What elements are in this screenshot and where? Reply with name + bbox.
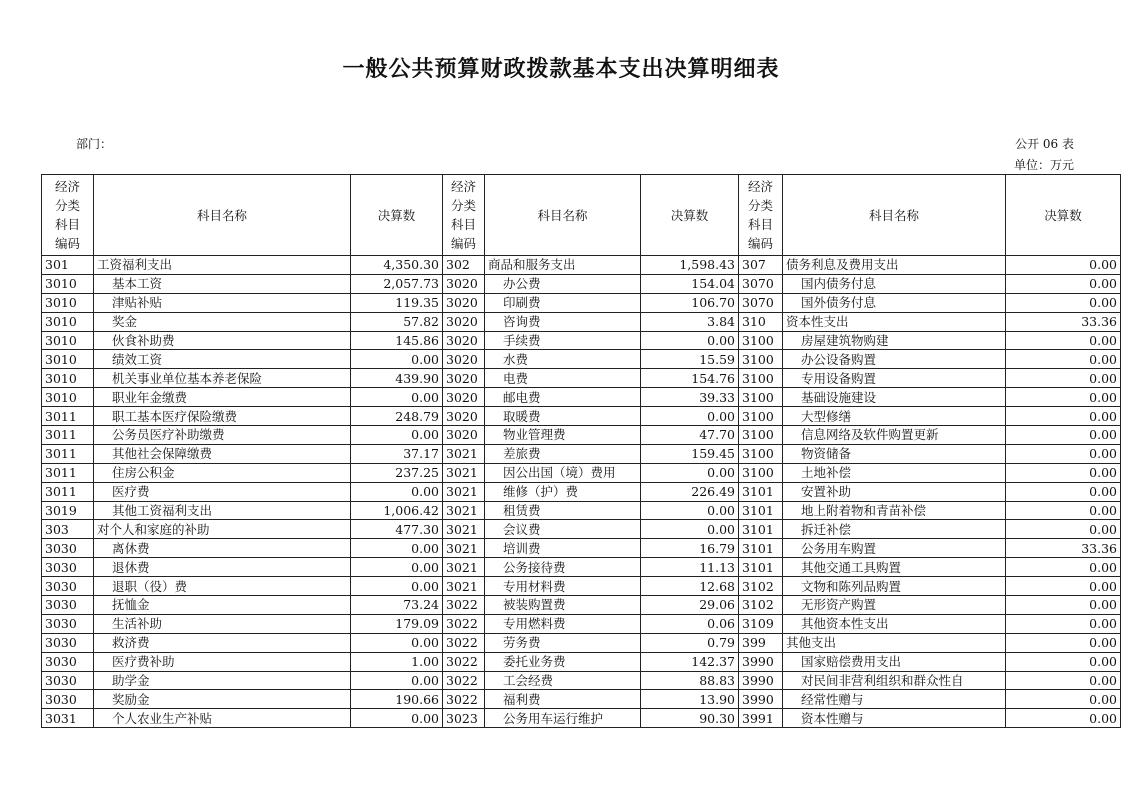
name-cell: 助学金 [94,671,351,690]
amount-cell: 0.00 [1006,671,1121,690]
name-cell: 办公设备购置 [783,350,1006,369]
code-cell: 303 [42,520,94,539]
table-row [42,520,1121,539]
code-cell: 3022 [443,633,485,652]
name-cell: 医疗费 [94,482,351,501]
amount-cell: 16.79 [641,539,739,558]
name-cell: 土地补偿 [783,463,1006,482]
amount-cell: 159.45 [641,444,739,463]
name-cell: 专用燃料费 [485,614,641,633]
amount-cell: 0.00 [351,482,443,501]
amount-cell: 0.00 [1006,652,1121,671]
code-cell: 3990 [739,652,783,671]
name-cell: 抚恤金 [94,596,351,615]
name-cell: 救济费 [94,633,351,652]
table-row [42,388,1121,407]
table-row [42,350,1121,369]
code-cell: 3020 [443,331,485,350]
table-row [42,596,1121,615]
name-cell: 维修（护）费 [485,482,641,501]
amount-cell: 0.00 [1006,520,1121,539]
code-cell: 3100 [739,426,783,445]
amount-cell: 106.70 [641,293,739,312]
header-name: 科目名称 [485,175,641,256]
code-cell: 302 [443,256,485,275]
table-row [42,501,1121,520]
name-cell: 培训费 [485,539,641,558]
table-row [42,312,1121,331]
form-number: 公开 06 表 [1015,137,1074,151]
amount-cell: 0.00 [1006,463,1121,482]
name-cell: 商品和服务支出 [485,256,641,275]
amount-cell: 0.00 [1006,426,1121,445]
code-cell: 3100 [739,369,783,388]
table-row [42,274,1121,293]
amount-cell: 0.79 [641,633,739,652]
code-cell: 3100 [739,331,783,350]
name-cell: 退休费 [94,558,351,577]
amount-cell: 119.35 [351,293,443,312]
header-row [42,175,1121,256]
name-cell: 国外债务付息 [783,293,1006,312]
name-cell: 其他支出 [783,633,1006,652]
amount-cell: 1.00 [351,652,443,671]
code-cell: 3100 [739,350,783,369]
amount-cell: 0.00 [1006,388,1121,407]
department-label: 部门： [76,137,113,151]
amount-cell: 0.00 [351,350,443,369]
name-cell: 奖金 [94,312,351,331]
name-cell: 公务用车运行维护 [485,709,641,728]
table-row [42,633,1121,652]
code-cell: 3109 [739,614,783,633]
code-cell: 3011 [42,482,94,501]
amount-cell: 0.00 [1006,274,1121,293]
amount-cell: 0.00 [641,331,739,350]
name-cell: 离休费 [94,539,351,558]
name-cell: 手续费 [485,331,641,350]
code-cell: 3010 [42,350,94,369]
name-cell: 其他社会保障缴费 [94,444,351,463]
code-cell: 3022 [443,596,485,615]
amount-cell: 0.00 [1006,558,1121,577]
name-cell: 职业年金缴费 [94,388,351,407]
name-cell: 文物和陈列品购置 [783,577,1006,596]
code-cell: 3020 [443,350,485,369]
code-cell: 3011 [42,463,94,482]
code-cell: 3101 [739,501,783,520]
amount-cell: 57.82 [351,312,443,331]
amount-cell: 0.00 [1006,633,1121,652]
code-cell: 3020 [443,388,485,407]
code-cell: 3010 [42,388,94,407]
table-row [42,671,1121,690]
table-row [42,614,1121,633]
name-cell: 取暖费 [485,407,641,426]
header-name: 科目名称 [783,175,1006,256]
table-row [42,293,1121,312]
amount-cell: 439.90 [351,369,443,388]
amount-cell: 0.00 [351,426,443,445]
name-cell: 津贴补贴 [94,293,351,312]
amount-cell: 248.79 [351,407,443,426]
amount-cell: 142.37 [641,652,739,671]
name-cell: 基本工资 [94,274,351,293]
name-cell: 其他工资福利支出 [94,501,351,520]
amount-cell: 11.13 [641,558,739,577]
code-cell: 3100 [739,444,783,463]
code-cell: 3100 [739,388,783,407]
name-cell: 租赁费 [485,501,641,520]
name-cell: 物资储备 [783,444,1006,463]
name-cell: 国内债务付息 [783,274,1006,293]
code-cell: 3011 [42,444,94,463]
name-cell: 其他资本性支出 [783,614,1006,633]
code-cell: 3010 [42,274,94,293]
amount-cell: 88.83 [641,671,739,690]
name-cell: 对民间非营利组织和群众性自 [783,671,1006,690]
name-cell: 对个人和家庭的补助 [94,520,351,539]
code-cell: 3101 [739,558,783,577]
name-cell: 经常性赠与 [783,690,1006,709]
amount-cell: 33.36 [1006,539,1121,558]
name-cell: 资本性赠与 [783,709,1006,728]
amount-cell: 2,057.73 [351,274,443,293]
name-cell: 水费 [485,350,641,369]
name-cell: 资本性支出 [783,312,1006,331]
name-cell: 住房公积金 [94,463,351,482]
name-cell: 基础设施建设 [783,388,1006,407]
amount-cell: 0.00 [641,463,739,482]
amount-cell: 179.09 [351,614,443,633]
amount-cell: 0.06 [641,614,739,633]
amount-cell: 1,006.42 [351,501,443,520]
table-row [42,444,1121,463]
amount-cell: 33.36 [1006,312,1121,331]
amount-cell: 37.17 [351,444,443,463]
name-cell: 医疗费补助 [94,652,351,671]
code-cell: 3010 [42,369,94,388]
code-cell: 3020 [443,312,485,331]
code-cell: 3030 [42,614,94,633]
header-amount: 决算数 [641,175,739,256]
code-cell: 3011 [42,407,94,426]
table-row [42,558,1121,577]
name-cell: 印刷费 [485,293,641,312]
name-cell: 物业管理费 [485,426,641,445]
code-cell: 3030 [42,633,94,652]
amount-cell: 237.25 [351,463,443,482]
code-cell: 3020 [443,407,485,426]
table-row [42,652,1121,671]
name-cell: 退职（役）费 [94,577,351,596]
code-cell: 3020 [443,426,485,445]
code-cell: 3021 [443,520,485,539]
name-cell: 咨询费 [485,312,641,331]
code-cell: 3021 [443,558,485,577]
table-row [42,577,1121,596]
name-cell: 公务用车购置 [783,539,1006,558]
code-cell: 3990 [739,690,783,709]
amount-cell: 0.00 [1006,482,1121,501]
amount-cell: 47.70 [641,426,739,445]
name-cell: 生活补助 [94,614,351,633]
code-cell: 3100 [739,463,783,482]
code-cell: 3070 [739,274,783,293]
code-cell: 3101 [739,482,783,501]
name-cell: 工会经费 [485,671,641,690]
name-cell: 地上附着物和青苗补偿 [783,501,1006,520]
amount-cell: 0.00 [351,633,443,652]
name-cell: 信息网络及软件购置更新 [783,426,1006,445]
code-cell: 3030 [42,596,94,615]
name-cell: 公务员医疗补助缴费 [94,426,351,445]
code-cell: 3010 [42,331,94,350]
amount-cell: 12.68 [641,577,739,596]
amount-cell: 0.00 [1006,369,1121,388]
amount-cell: 15.59 [641,350,739,369]
code-cell: 3022 [443,652,485,671]
amount-cell: 73.24 [351,596,443,615]
name-cell: 会议费 [485,520,641,539]
amount-cell: 3.84 [641,312,739,331]
amount-cell: 154.76 [641,369,739,388]
code-cell: 3019 [42,501,94,520]
name-cell: 个人农业生产补贴 [94,709,351,728]
unit-label: 单位：万元 [1013,158,1074,172]
name-cell: 安置补助 [783,482,1006,501]
name-cell: 邮电费 [485,388,641,407]
code-cell: 3990 [739,671,783,690]
name-cell: 机关事业单位基本养老保险 [94,369,351,388]
name-cell: 因公出国（境）费用 [485,463,641,482]
name-cell: 房屋建筑物购建 [783,331,1006,350]
code-cell: 301 [42,256,94,275]
code-cell: 3101 [739,539,783,558]
amount-cell: 0.00 [641,520,739,539]
table-row [42,463,1121,482]
amount-cell: 190.66 [351,690,443,709]
amount-cell: 0.00 [1006,614,1121,633]
header-amount: 决算数 [1006,175,1121,256]
amount-cell: 0.00 [1006,331,1121,350]
name-cell: 拆迁补偿 [783,520,1006,539]
code-cell: 3101 [739,520,783,539]
amount-cell: 154.04 [641,274,739,293]
table-row [42,690,1121,709]
amount-cell: 477.30 [351,520,443,539]
code-cell: 3030 [42,671,94,690]
amount-cell: 0.00 [1006,350,1121,369]
code-cell: 3022 [443,614,485,633]
name-cell: 大型修缮 [783,407,1006,426]
amount-cell: 1,598.43 [641,256,739,275]
code-cell: 3010 [42,312,94,331]
code-cell: 3102 [739,596,783,615]
name-cell: 绩效工资 [94,350,351,369]
name-cell: 被装购置费 [485,596,641,615]
code-cell: 3020 [443,293,485,312]
code-cell: 3031 [42,709,94,728]
amount-cell: 0.00 [1006,596,1121,615]
amount-cell: 39.33 [641,388,739,407]
name-cell: 无形资产购置 [783,596,1006,615]
amount-cell: 0.00 [1006,577,1121,596]
amount-cell: 29.06 [641,596,739,615]
code-cell: 3021 [443,501,485,520]
name-cell: 委托业务费 [485,652,641,671]
name-cell: 公务接待费 [485,558,641,577]
header-code: 经济 分类 科目 编码 [443,175,485,256]
table-row [42,482,1121,501]
code-cell: 3991 [739,709,783,728]
amount-cell: 0.00 [351,577,443,596]
table-row [42,709,1121,728]
amount-cell: 13.90 [641,690,739,709]
code-cell: 3021 [443,463,485,482]
name-cell: 奖励金 [94,690,351,709]
expenditure-table [41,174,1121,728]
code-cell: 3030 [42,577,94,596]
amount-cell: 0.00 [351,539,443,558]
table-row [42,369,1121,388]
code-cell: 310 [739,312,783,331]
code-cell: 3100 [739,407,783,426]
table-row [42,331,1121,350]
amount-cell: 90.30 [641,709,739,728]
code-cell: 3023 [443,709,485,728]
table-row [42,426,1121,445]
code-cell: 3020 [443,274,485,293]
amount-cell: 0.00 [351,558,443,577]
amount-cell: 226.49 [641,482,739,501]
header-code: 经济 分类 科目 编码 [739,175,783,256]
amount-cell: 0.00 [1006,293,1121,312]
code-cell: 3011 [42,426,94,445]
amount-cell: 0.00 [351,388,443,407]
amount-cell: 0.00 [351,671,443,690]
name-cell: 福利费 [485,690,641,709]
code-cell: 3010 [42,293,94,312]
code-cell: 399 [739,633,783,652]
header-code: 经济 分类 科目 编码 [42,175,94,256]
name-cell: 专用设备购置 [783,369,1006,388]
table-row [42,256,1121,275]
code-cell: 3030 [42,690,94,709]
code-cell: 3020 [443,369,485,388]
amount-cell: 0.00 [641,407,739,426]
amount-cell: 0.00 [351,709,443,728]
amount-cell: 0.00 [1006,709,1121,728]
amount-cell: 0.00 [641,501,739,520]
code-cell: 3102 [739,577,783,596]
code-cell: 3021 [443,482,485,501]
code-cell: 3030 [42,652,94,671]
code-cell: 3022 [443,671,485,690]
name-cell: 专用材料费 [485,577,641,596]
name-cell: 伙食补助费 [94,331,351,350]
name-cell: 工资福利支出 [94,256,351,275]
name-cell: 其他交通工具购置 [783,558,1006,577]
amount-cell: 0.00 [1006,444,1121,463]
page-title: 一般公共预算财政拨款基本支出决算明细表 [342,57,780,82]
code-cell: 3030 [42,539,94,558]
amount-cell: 4,350.30 [351,256,443,275]
code-cell: 3021 [443,539,485,558]
name-cell: 债务利息及费用支出 [783,256,1006,275]
amount-cell: 0.00 [1006,501,1121,520]
name-cell: 职工基本医疗保险缴费 [94,407,351,426]
name-cell: 办公费 [485,274,641,293]
table-row [42,407,1121,426]
code-cell: 307 [739,256,783,275]
name-cell: 差旅费 [485,444,641,463]
code-cell: 3070 [739,293,783,312]
header-name: 科目名称 [94,175,351,256]
name-cell: 国家赔偿费用支出 [783,652,1006,671]
table-row [42,539,1121,558]
code-cell: 3021 [443,444,485,463]
name-cell: 劳务费 [485,633,641,652]
amount-cell: 0.00 [1006,690,1121,709]
code-cell: 3021 [443,577,485,596]
name-cell: 电费 [485,369,641,388]
amount-cell: 0.00 [1006,256,1121,275]
code-cell: 3030 [42,558,94,577]
header-amount: 决算数 [351,175,443,256]
amount-cell: 0.00 [1006,407,1121,426]
code-cell: 3022 [443,690,485,709]
amount-cell: 145.86 [351,331,443,350]
